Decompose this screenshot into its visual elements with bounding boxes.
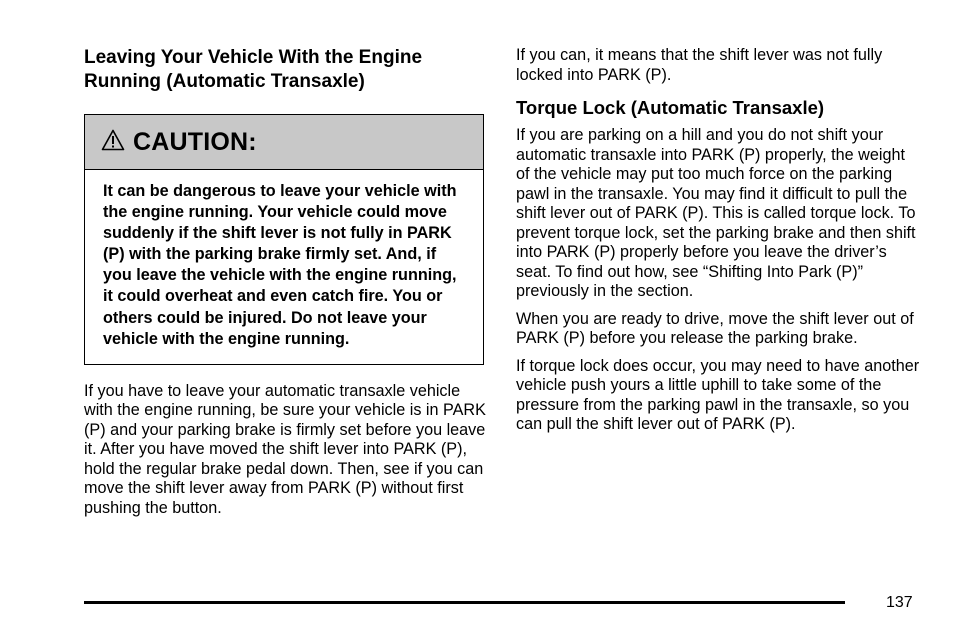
page-number: 137	[886, 594, 913, 611]
caution-box	[84, 114, 484, 365]
paragraph-torque-lock-2: When you are ready to drive, move the shift lever out of PARK (P) before you release the parking brake.	[516, 309, 914, 347]
footer-rule	[84, 601, 845, 604]
paragraph-intro: If you can, it means that the shift lever was not fully locked into PARK (P).	[516, 46, 883, 84]
caution-header	[85, 115, 483, 170]
paragraph-torque-lock-3: If torque lock does occur, you may need to have another vehicle push yours a little uphill to take some of the pressure from the parking pawl in the transaxle, so you can pull the shift lever out of PARK (P).	[516, 356, 920, 433]
section-heading-torque-lock: Torque Lock (Automatic Transaxle)	[516, 97, 825, 118]
right-column	[516, 46, 921, 435]
warning-triangle-icon	[101, 129, 125, 156]
caution-text: It can be dangerous to leave your vehicle with the engine running. Your vehicle could move suddenly if the shift lever is not fully in PARK (P) with the parking brake firmly set. And, if you leave the vehicle with the engine running, it could overheat and even catch fire. You or others could be injured. Do not leave your vehicle with the engine running.	[103, 182, 457, 348]
section-heading-leaving-vehicle: Leaving Your Vehicle With the Engine Running (Automatic Transaxle)	[84, 47, 423, 92]
left-column	[84, 46, 487, 518]
paragraph-torque-lock-1: If you are parking on a hill and you do not shift your automatic transaxle into PARK (P) properly, the weight of the vehicle may put too much force on the parking pawl in the transaxle. You may find it difficult to pull the shift lever out of PARK (P). This is called torque lock. To prevent torque lock, set the parking brake and then shift into PARK (P) properly before you leave the driver’s seat. To find out how, see “Shifting Into Park (P)” previously in the section.	[516, 126, 916, 300]
caution-title: CAUTION:	[133, 127, 257, 156]
paragraph-leaving-vehicle: If you have to leave your automatic transaxle vehicle with the engine running, be sure your vehicle is in PARK (P) and your parking brake is firmly set before you leave it. After you have moved the shift lever into PARK (P), hold the regular brake pedal down. Then, see if you can move the shift lever away from PARK (P) without first pushing the button.	[84, 381, 486, 517]
